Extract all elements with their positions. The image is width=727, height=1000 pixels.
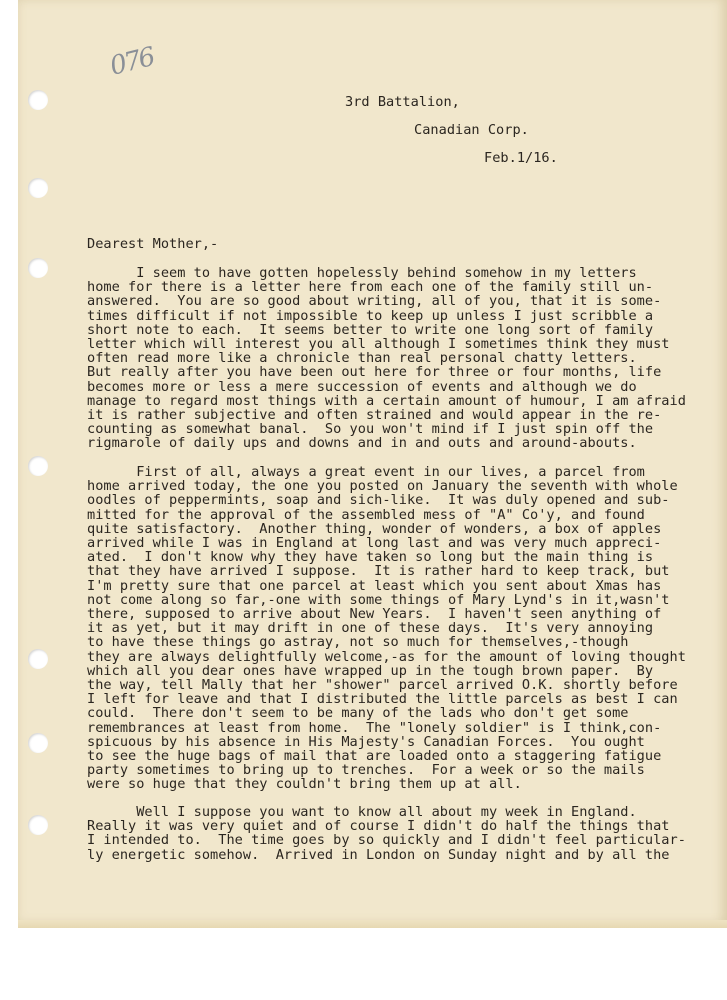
- punch-hole: [28, 90, 48, 110]
- text-line: I'm pretty sure that one parcel at least which you sent about Xmas has: [87, 577, 662, 594]
- header-corps: Canadian Corp.: [414, 122, 529, 138]
- text-line: quite satisfactory. Another thing, wonder of wonders, a box of apples: [87, 520, 662, 537]
- text-line: there, supposed to arrive about New Years. I haven't seen anything of: [87, 606, 662, 622]
- text-line: I seem to have gotten hopelessly behind somehow in my letters: [87, 265, 637, 281]
- punch-hole: [28, 456, 48, 476]
- header-date: Feb.1/16.: [484, 150, 558, 166]
- text-line: were so huge that they couldn't bring them up at all.: [87, 776, 522, 793]
- text-line: mitted for the approval of the assembled mess of "A" Co'y, and found: [87, 506, 645, 523]
- text-line: home for there is a letter here from each one of the family still un-: [87, 279, 654, 296]
- text-line: to see the huge bags of mail that are loaded onto a staggering fatigue: [87, 748, 662, 764]
- punch-hole: [28, 258, 48, 278]
- text-line: manage to regard most things with a certain amount of humour, I am afraid: [87, 392, 686, 409]
- text-line: they are always delightfully welcome,-as for the amount of loving thought: [87, 648, 686, 665]
- text-line: could. There don't seem to be many of the lads who don't get some: [87, 705, 629, 722]
- text-line: remembrances at least from home. The "lonely soldier" is I think,con-: [87, 719, 662, 736]
- text-line: spicuous by his absence in His Majesty's Canadian Forces. You ought: [87, 733, 645, 750]
- text-line: arrived while I was in England at long last and was very much appreci-: [87, 535, 662, 551]
- text-line: ly energetic somehow. Arrived in London on Sunday night and by all the: [87, 846, 670, 863]
- text-line: party sometimes to bring up to trenches. For a week or so the mails: [87, 762, 645, 779]
- punch-hole: [28, 733, 48, 753]
- text-line: ated. I don't know why they have taken so long but the main thing is: [87, 549, 654, 566]
- text-line: answered. You are so good about writing, all of you, that it is some-: [87, 293, 662, 310]
- text-line: often read more like a chronicle than real personal chatty letters.: [87, 350, 637, 367]
- text-line: I left for leave and that I distributed the little parcels as best I can: [87, 691, 678, 708]
- text-line: counting as somewhat banal. So you won't mind if I just spin off the: [87, 421, 654, 438]
- punch-hole: [28, 649, 48, 669]
- text-line: rigmarole of daily ups and downs and in and outs and around-abouts.: [87, 435, 637, 452]
- text-line: letter which will interest you all although I sometimes think they must: [87, 336, 670, 352]
- salutation: Dearest Mother,-: [87, 236, 219, 252]
- text-line: home arrived today, the one you posted on January the seventh with whole: [87, 478, 678, 495]
- text-line: that they have arrived I suppose. It is rather hard to keep track, but: [87, 563, 670, 580]
- text-line: it as yet, but it may drift in one of these days. It's very annoying: [87, 620, 654, 637]
- text-line: to have these things go astray, not so much for themselves,-though: [87, 634, 629, 651]
- letter-page: [18, 0, 727, 928]
- text-line: which all you dear ones have wrapped up in the tough brown paper. By: [87, 662, 654, 679]
- text-line: But really after you have been out here for three or four months, life: [87, 364, 662, 381]
- punch-hole: [28, 178, 48, 198]
- text-line: becomes more or less a mere succession of events and although we do: [87, 378, 637, 395]
- text-line: short note to each. It seems better to write one long sort of family: [87, 321, 654, 338]
- text-line: Well I suppose you want to know all about my week in England.: [87, 804, 637, 820]
- text-line: oodles of peppermints, soap and sich-like. It was duly opened and sub-: [87, 492, 670, 509]
- text-line: Really it was very quiet and of course I didn't do half the things that: [87, 818, 670, 835]
- text-line: the way, tell Mally that her "shower" parcel arrived O.K. shortly before: [87, 677, 678, 693]
- text-line: it is rather subjective and often strained and would appear in the re-: [87, 407, 662, 423]
- text-line: I intended to. The time goes by so quickly and I didn't feel particular-: [87, 832, 686, 849]
- text-line: not come along so far,-one with some things of Mary Lynd's in it,wasn't: [87, 591, 670, 608]
- handwritten-number: 076: [107, 42, 157, 82]
- text-line: First of all, always a great event in our lives, a parcel from: [87, 464, 645, 480]
- text-line: times difficult if not impossible to keep up unless I just scribble a: [87, 307, 654, 324]
- punch-hole: [28, 815, 48, 835]
- header-battalion: 3rd Battalion,: [345, 94, 460, 110]
